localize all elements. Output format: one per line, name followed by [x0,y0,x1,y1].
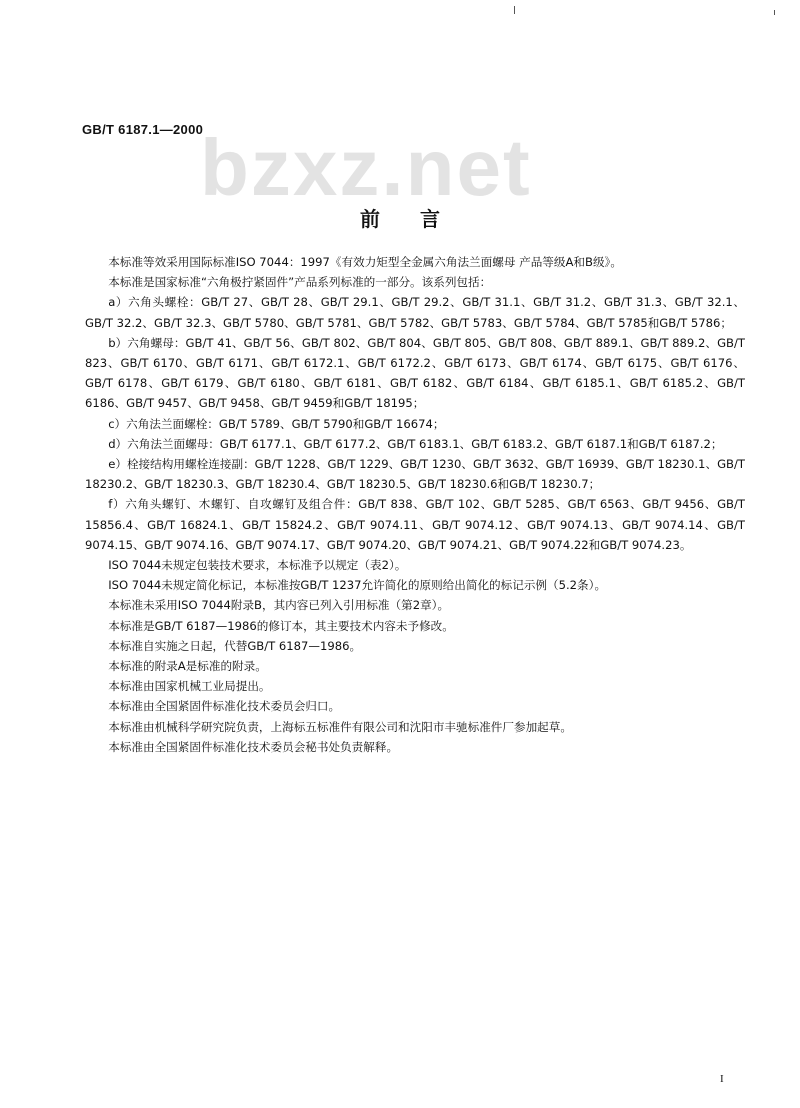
list-item-c: c）六角法兰面螺栓：GB/T 5789、GB/T 5790和GB/T 16674； [108,416,445,431]
paragraph: 本标准未采用ISO 7044附录B，其内容已列入引用标准（第2章）。 [108,598,450,613]
paragraph: 本标准等效采用国际标准ISO 7044：1997《有效力矩型全金属六角法兰面螺母 产品等级A和B级》。 [108,255,622,269]
list-item-f: f）六角头螺钉、木螺钉、自攻螺钉及组合件：GB/T 838、GB/T 102、GB/T 5285、GB/T 6563、GB/T 9456、GB/T 15856.4、GB/T 16824.1、GB/T 15824.2、GB/T 9074.11、GB/T 9074.12、GB/T 9074.13、GB/T 9074.14、GB/T 9074.15、GB/T 9074.16、GB/T 9074.17、GB/T 9074.20、GB/T 9074.21、GB/T 9074.22和GB/T 9074.23。 [85,497,745,552]
list-item-e: e）栓接结构用螺栓连接副：GB/T 1228、GB/T 1229、GB/T 1230、GB/T 3632、GB/T 16939、GB/T 18230.1、GB/T 18230.2、GB/T 18230.3、GB/T 18230.4、GB/T 18230.5、GB/T 18230.6和GB/T 18230.7； [85,457,745,492]
list-item-b: b）六角螺母：GB/T 41、GB/T 56、GB/T 802、GB/T 804、GB/T 805、GB/T 808、GB/T 889.1、GB/T 889.2、GB/T 823、GB/T 6170、GB/T 6171、GB/T 6172.1、GB/T 6172.2、GB/T 6173、GB/T 6174、GB/T 6175、GB/T 6176、GB/T 6178、GB/T 6179、GB/T 6180、GB/T 6181、GB/T 6182、GB/T 6184、GB/T 6185.1、GB/T 6185.2、GB/T 6186、GB/T 9457、GB/T 9458、GB/T 9459和GB/T 18195； [85,335,745,411]
paragraph: 本标准的附录A是标准的附录。 [108,659,267,674]
paragraph: 本标准是GB/T 6187—1986的修订本，其主要技术内容未予修改。 [108,618,454,633]
list-item-a: a）六角头螺栓：GB/T 27、GB/T 28、GB/T 29.1、GB/T 29.2、GB/T 31.1、GB/T 31.2、GB/T 31.3、GB/T 32.1、GB/T 32.2、GB/T 32.3、GB/T 5780、GB/T 5781、GB/T 5782、GB/T 5783、GB/T 5784、GB/T 5785和GB/T 5786； [85,295,745,330]
paragraph: 本标准由国家机械工业局提出。 [108,679,271,694]
paragraph: ISO 7044未规定简化标记，本标准按GB/T 1237允许简化的原则给出简化的标记示例（5.2条）。 [108,578,607,593]
paragraph: 本标准是国家标准“六角极拧紧固件”产品系列标准的一部分。该系列包括： [108,275,492,290]
paragraph: ISO 7044未规定包装技术要求，本标准予以规定（表2）。 [108,558,407,573]
list-item-d: d）六角法兰面螺母：GB/T 6177.1、GB/T 6177.2、GB/T 6183.1、GB/T 6183.2、GB/T 6187.1和GB/T 6187.2； [108,436,723,451]
page-number: I [720,1073,724,1085]
paragraph: 本标准由全国紧固件标准化技术委员会秘书处负责解释。 [108,739,399,754]
foreword-body [85,252,745,757]
scan-mark [514,6,515,14]
paragraph: 本标准自实施之日起，代替GB/T 6187—1986。 [108,638,362,653]
paragraph: 本标准由全国紧固件标准化技术委员会归口。 [108,699,341,714]
page-title: 前言 [360,207,480,231]
scan-mark [774,10,775,15]
standard-number: GB/T 6187.1—2000 [82,122,204,137]
watermark-logo: bzxz.net [200,123,532,212]
paragraph: 本标准由机械科学研究院负责，上海标五标准件有限公司和沈阳市丰驰标准件厂参加起草。 [108,719,572,734]
